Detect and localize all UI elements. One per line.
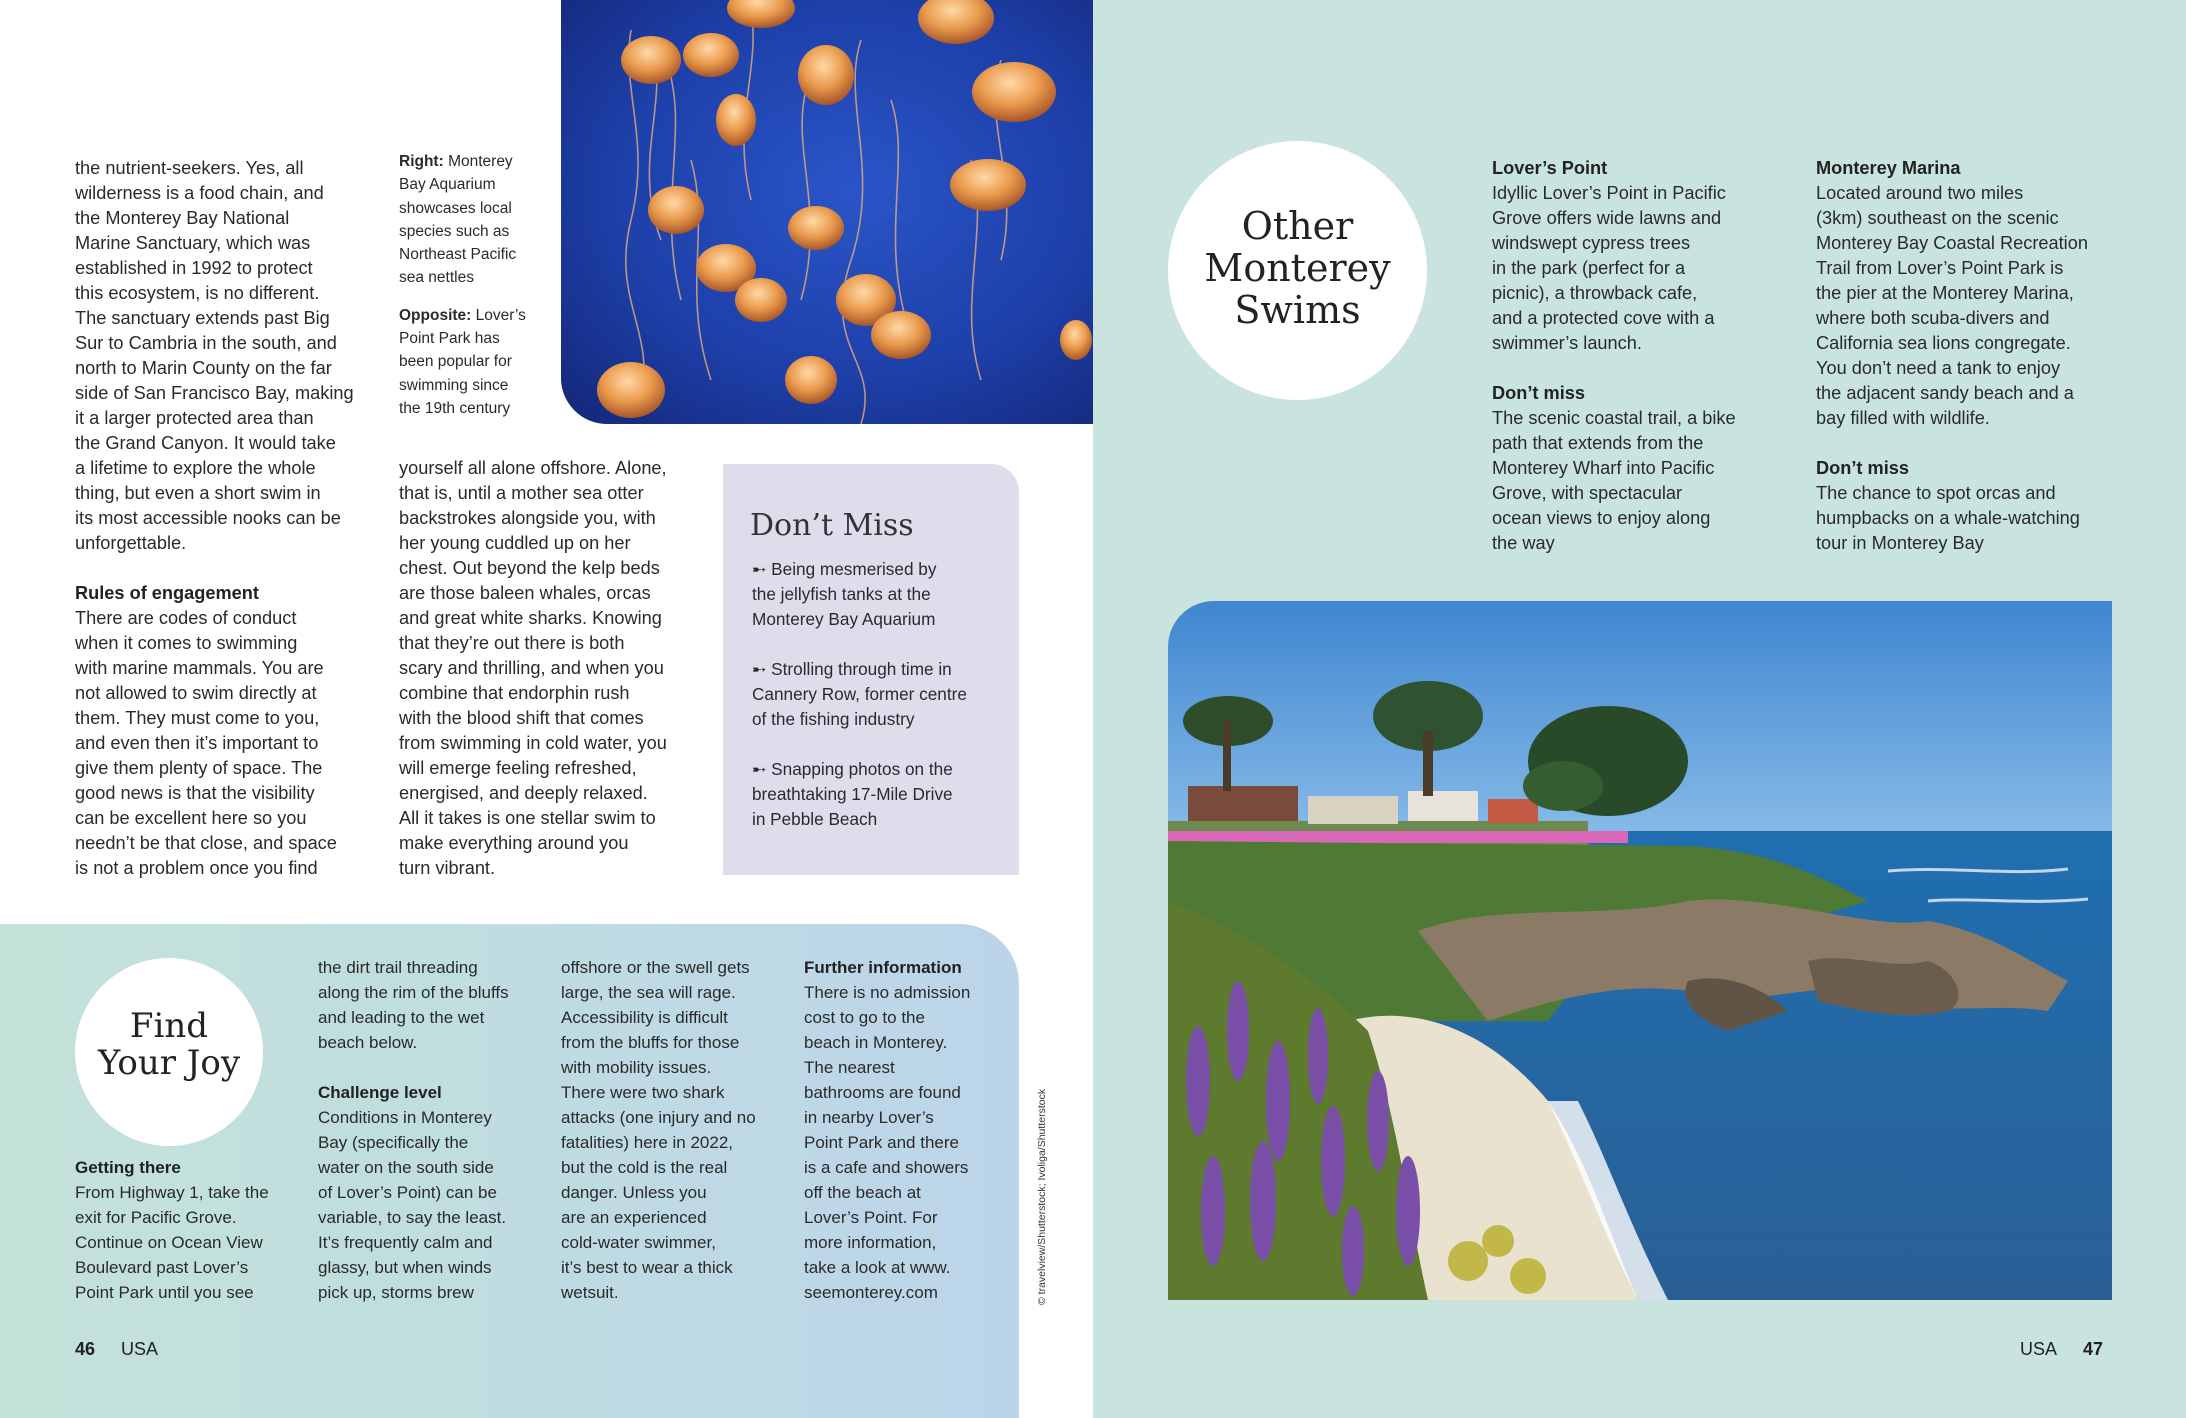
lovers-point-text	[1492, 181, 1782, 356]
text-line: Grove, with spectacular	[1492, 483, 1683, 503]
text-line: yourself all alone offshore. Alone,	[399, 458, 667, 478]
text-line: energised, and deeply relaxed.	[399, 783, 648, 803]
text-line: wilderness is a food chain, and	[75, 183, 324, 203]
text-line: Continue on Ocean View	[75, 1233, 263, 1252]
caption-right-first: Monterey	[443, 153, 513, 170]
text-line: along the rim of the bluffs	[318, 983, 509, 1002]
text-line: that they’re out there is both	[399, 633, 625, 653]
text-line: and even then it’s important to	[75, 733, 319, 753]
text-line: (3km) southeast on the scenic	[1816, 208, 2059, 228]
text-line: is not a problem once you find	[75, 858, 318, 878]
text-line: Accessibility is difficult	[561, 1008, 728, 1027]
text-line: turn vibrant.	[399, 858, 496, 878]
text-line: where both scuba-divers and	[1816, 308, 2050, 328]
text-line: From Highway 1, take the	[75, 1183, 269, 1202]
lovers-point-section	[1492, 156, 1782, 556]
text-line: Other	[1241, 204, 1354, 248]
text-line: but the cold is the real	[561, 1158, 728, 1177]
text-line: and great white sharks. Knowing	[399, 608, 662, 628]
text-line: when it comes to swimming	[75, 633, 298, 653]
page-number: 47	[2083, 1339, 2104, 1359]
marina-dont-miss-heading: Don’t miss	[1816, 458, 1909, 478]
text-line: in the park (perfect for a	[1492, 258, 1686, 278]
text-line: ocean views to enjoy along	[1492, 508, 1711, 528]
text-line: water on the south side	[318, 1158, 494, 1177]
joy-title-line: Find	[129, 1006, 209, 1046]
lovers-point-dont-miss-text	[1492, 406, 1782, 556]
text-line: offshore or the swell gets	[561, 958, 750, 977]
text-line: north to Marin County on the far	[75, 358, 332, 378]
text-line: a lifetime to explore the whole	[75, 458, 316, 478]
joy-column-3	[561, 955, 781, 1305]
text-line: bay filled with wildlife.	[1816, 408, 1990, 428]
text-line: cost to go to the	[804, 1008, 925, 1027]
text-line: is a cafe and showers	[804, 1158, 969, 1177]
text-line: unforgettable.	[75, 533, 187, 553]
text-line: ➸ Snapping photos on the	[752, 759, 953, 779]
text-line: thing, but even a short swim in	[75, 483, 321, 503]
left-folio	[75, 1339, 158, 1360]
text-line: Lover’s Point. For	[804, 1208, 938, 1227]
text-line: Trail from Lover’s Point Park is	[1816, 258, 2064, 278]
text-line: that is, until a mother sea otter	[399, 483, 644, 503]
marina-heading: Monterey Marina	[1816, 158, 1961, 178]
text-line: Grove offers wide lawns and	[1492, 208, 1722, 228]
text-line: Monterey	[1204, 246, 1391, 290]
dont-miss-box	[723, 464, 1019, 875]
text-line: Cannery Row, former centre	[752, 684, 967, 704]
text-line: The sanctuary extends past Big	[75, 308, 330, 328]
body-column-2	[399, 456, 699, 881]
text-line: Monterey Bay Aquarium	[752, 609, 936, 629]
challenge-heading: Challenge level	[318, 1083, 442, 1102]
jellyfish-illustration	[561, 0, 1093, 424]
text-line: from swimming in cold water, you	[399, 733, 667, 753]
text-line: path that extends from the	[1492, 433, 1704, 453]
joy-column-2	[318, 955, 538, 1305]
coastline-illustration	[1168, 601, 2112, 1300]
dont-miss-title: Don’t Miss	[750, 508, 914, 543]
text-line: Sur to Cambria in the south, and	[75, 333, 337, 353]
text-line: There are codes of conduct	[75, 608, 297, 628]
text-line: Marine Sanctuary, which was	[75, 233, 311, 253]
marina-dont-miss-text	[1816, 481, 2116, 556]
further-info-heading: Further information	[804, 958, 962, 977]
lovers-point-dont-miss-heading: Don’t miss	[1492, 383, 1585, 403]
text-line: cold-water swimmer,	[561, 1233, 716, 1252]
caption-opposite-label: Opposite:	[399, 306, 472, 324]
text-line: glassy, but when winds	[318, 1258, 492, 1277]
text-line: Monterey Bay Coastal Recreation	[1816, 233, 2088, 253]
text-line: species such as	[399, 222, 510, 240]
text-line: California sea lions congregate.	[1816, 333, 2071, 353]
text-line: sea nettles	[399, 269, 474, 287]
text-line: with mobility issues.	[561, 1058, 712, 1077]
text-line: The scenic coastal trail, a bike	[1492, 408, 1736, 428]
folio-section: USA	[2020, 1339, 2058, 1359]
text-line: backstrokes alongside you, with	[399, 508, 656, 528]
dont-miss-item	[752, 557, 1002, 632]
caption-right-rest	[399, 173, 539, 289]
text-line: the jellyfish tanks at the	[752, 584, 931, 604]
monterey-marina-section	[1816, 156, 2116, 556]
text-line: beach in Monterey.	[804, 1033, 948, 1052]
page-number: 46	[75, 1339, 96, 1359]
text-line: humpbacks on a whale-watching	[1816, 508, 2080, 528]
text-line: the pier at the Monterey Marina,	[1816, 283, 2074, 303]
further-info-text	[804, 980, 999, 1305]
text-line: Located around two miles	[1816, 183, 2024, 203]
text-line: in nearby Lover’s	[804, 1108, 934, 1127]
getting-there-heading: Getting there	[75, 1158, 181, 1177]
text-line: The chance to spot orcas and	[1816, 483, 2056, 503]
rules-paragraph	[75, 606, 372, 881]
text-line: with the blood shift that comes	[399, 708, 644, 728]
other-swims-title	[1168, 205, 1427, 331]
text-line: Monterey Wharf into Pacific	[1492, 458, 1715, 478]
text-line: All it takes is one stellar swim to	[399, 808, 656, 828]
text-line: Bay (specifically the	[318, 1133, 469, 1152]
text-line: scary and thrilling, and when you	[399, 658, 664, 678]
text-line: make everything around you	[399, 833, 629, 853]
lovers-point-photo	[1168, 601, 2112, 1300]
text-line: are those baleen whales, orcas	[399, 583, 651, 603]
text-line: the dirt trail threading	[318, 958, 478, 977]
text-line: of Lover’s Point) can be	[318, 1183, 497, 1202]
text-line: of the fishing industry	[752, 709, 915, 729]
text-line: and a protected cove with a	[1492, 308, 1715, 328]
text-line: and leading to the wet	[318, 1008, 485, 1027]
text-line: wetsuit.	[561, 1283, 619, 1302]
text-line: Conditions in Monterey	[318, 1108, 492, 1127]
find-your-joy-title	[75, 1008, 263, 1082]
text-line: the nutrient-seekers. Yes, all	[75, 158, 304, 178]
text-line: from the bluffs for those	[561, 1033, 740, 1052]
other-swims-circle	[1168, 141, 1427, 400]
text-line: You don’t need a tank to enjoy	[1816, 358, 2061, 378]
challenge-text	[318, 1105, 538, 1305]
text-line: ➸ Strolling through time in	[752, 659, 952, 679]
dont-miss-list	[752, 557, 1002, 857]
text-line: it’s best to wear a thick	[561, 1258, 733, 1277]
text-line: showcases local	[399, 199, 512, 217]
getting-there-section	[75, 1155, 290, 1305]
text-line: off the beach at	[804, 1183, 921, 1202]
text-line: with marine mammals. You are	[75, 658, 324, 678]
text-line: her young cuddled up on her	[399, 533, 631, 553]
text-line: fatalities) here in 2022,	[561, 1133, 733, 1152]
text-line: exit for Pacific Grove.	[75, 1208, 237, 1227]
text-line: the 19th century	[399, 399, 511, 417]
text-line: pick up, storms brew	[318, 1283, 474, 1302]
text-line: not allowed to swim directly at	[75, 683, 317, 703]
right-folio	[2020, 1339, 2103, 1360]
find-your-joy-circle	[75, 958, 263, 1146]
text-line: needn’t be that close, and space	[75, 833, 337, 853]
caption-right-label: Right:	[399, 153, 444, 170]
text-line: It’s frequently calm and	[318, 1233, 493, 1252]
text-line: There is no admission	[804, 983, 971, 1002]
getting-there-continued	[318, 955, 538, 1055]
lovers-point-heading: Lover’s Point	[1492, 158, 1608, 178]
further-info-section	[804, 955, 999, 1305]
text-line: more information,	[804, 1233, 937, 1252]
text-line: Point Park and there	[804, 1133, 959, 1152]
text-line: its most accessible nooks can be	[75, 508, 341, 528]
marina-text	[1816, 181, 2116, 431]
text-line: give them plenty of space. The	[75, 758, 323, 778]
text-line: can be excellent here so you	[75, 808, 307, 828]
intro-paragraph	[75, 156, 372, 556]
text-line: them. They must come to you,	[75, 708, 320, 728]
text-line: in Pebble Beach	[752, 809, 878, 829]
text-line: the Monterey Bay National	[75, 208, 290, 228]
text-line: will emerge feeling refreshed,	[399, 758, 637, 778]
text-line: There were two shark	[561, 1083, 725, 1102]
folio-section: USA	[121, 1339, 159, 1359]
text-line: chest. Out beyond the kelp beds	[399, 558, 660, 578]
photo-caption	[399, 150, 539, 420]
text-line: take a look at www.	[804, 1258, 951, 1277]
jellyfish-photo	[561, 0, 1093, 424]
text-line: beach below.	[318, 1033, 418, 1052]
text-line: Point Park has	[399, 330, 500, 348]
caption-opposite-first: Lover’s	[471, 306, 526, 324]
caption-opposite-rest	[399, 327, 539, 420]
text-line: seemonterey.com	[804, 1283, 938, 1302]
text-line: tour in Monterey Bay	[1816, 533, 1984, 553]
dont-miss-item	[752, 757, 1002, 832]
text-line: picnic), a throwback cafe,	[1492, 283, 1698, 303]
text-line: ➸ Being mesmerised by	[752, 559, 937, 579]
text-line: Point Park until you see	[75, 1283, 254, 1302]
text-line: good news is that the visibility	[75, 783, 315, 803]
text-line: are an experienced	[561, 1208, 707, 1227]
text-line: the adjacent sandy beach and a	[1816, 383, 2074, 403]
text-line: Bay Aquarium	[399, 176, 496, 194]
text-line: bathrooms are found	[804, 1083, 961, 1102]
text-line: large, the sea will rage.	[561, 983, 736, 1002]
text-line: established in 1992 to protect	[75, 258, 313, 278]
text-line: swimmer’s launch.	[1492, 333, 1642, 353]
text-line: attacks (one injury and no	[561, 1108, 756, 1127]
dont-miss-item	[752, 657, 1002, 732]
text-line: the Grand Canyon. It would take	[75, 433, 336, 453]
text-line: the way	[1492, 533, 1555, 553]
text-line: Swims	[1234, 288, 1361, 332]
text-line: windswept cypress trees	[1492, 233, 1691, 253]
text-line: variable, to say the least.	[318, 1208, 507, 1227]
text-line: it a larger protected area than	[75, 408, 314, 428]
photo-credit: © travelview/Shutterstock; Ivoliga/Shutterstock	[1036, 1088, 1048, 1305]
text-line: this ecosystem, is no different.	[75, 283, 320, 303]
text-line: Idyllic Lover’s Point in Pacific	[1492, 183, 1726, 203]
text-line: swimming since	[399, 376, 509, 394]
text-line: side of San Francisco Bay, making	[75, 383, 354, 403]
text-line: been popular for	[399, 353, 512, 371]
text-line: danger. Unless you	[561, 1183, 707, 1202]
text-line: combine that endorphin rush	[399, 683, 630, 703]
rules-heading: Rules of engagement	[75, 583, 259, 603]
text-line: Boulevard past Lover’s	[75, 1258, 249, 1277]
joy-title-line: Your Joy	[97, 1043, 241, 1083]
text-line: The nearest	[804, 1058, 895, 1077]
text-line: Northeast Pacific	[399, 246, 517, 264]
body-column-1	[75, 156, 372, 881]
getting-there-text	[75, 1180, 290, 1305]
text-line: breathtaking 17-Mile Drive	[752, 784, 953, 804]
